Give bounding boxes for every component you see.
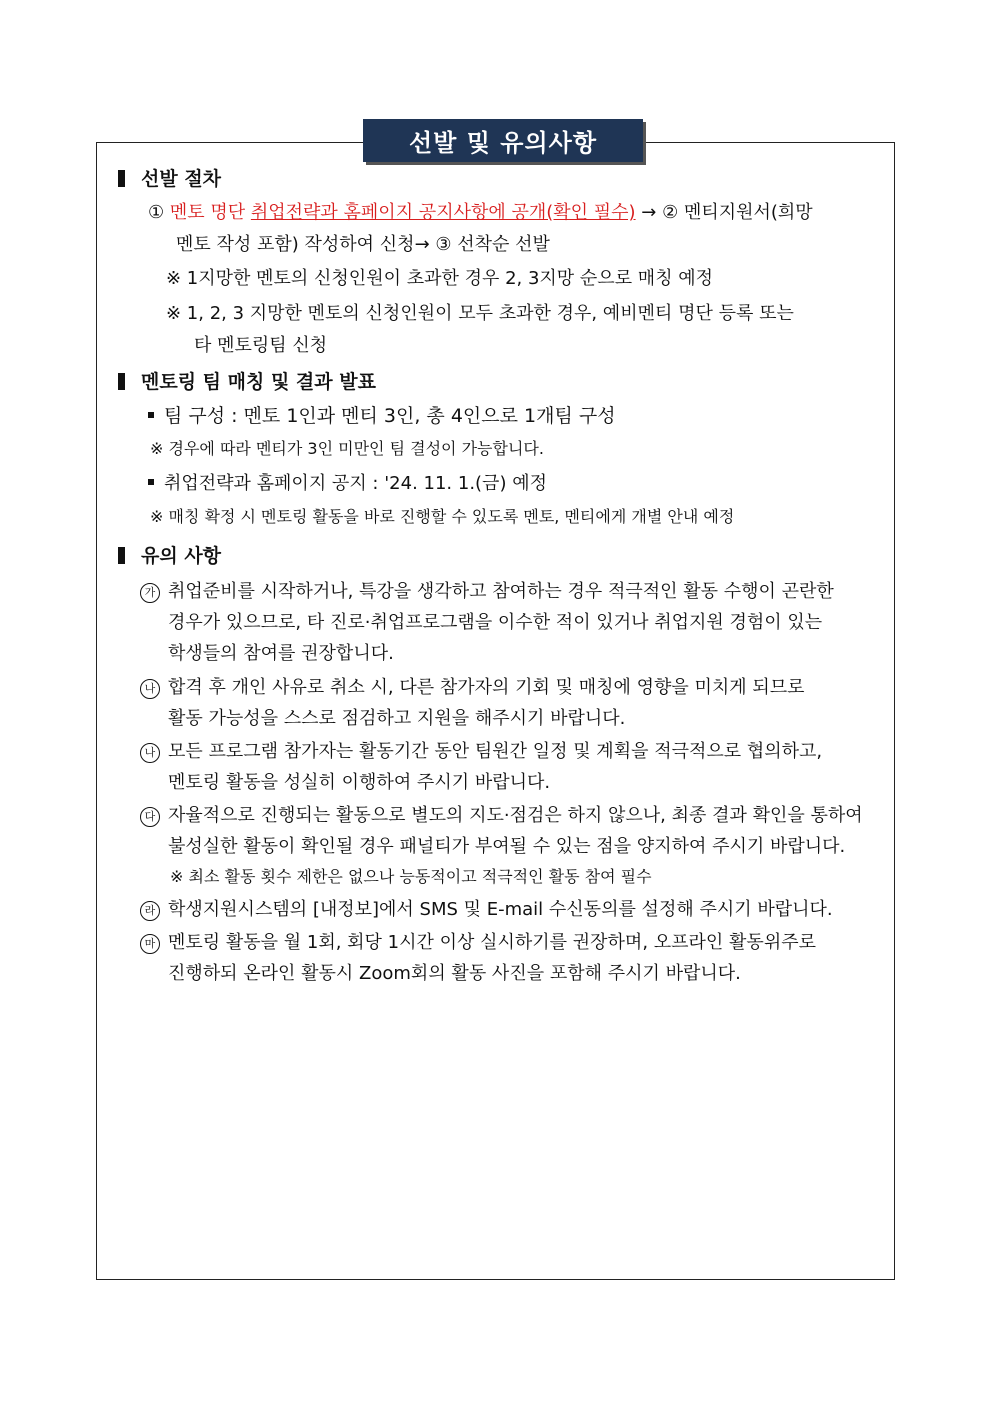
list-item-text: 불성실한 활동이 확인될 경우 패널티가 부여될 수 있는 점을 양지하여 주시기 바랍니다.: [168, 836, 846, 857]
list-item-text: 멘토링 활동을 월 1회, 회당 1시간 이상 실시하기를 권장하며, 오프라인 활동위주로: [168, 932, 816, 953]
circled-mark: 가: [140, 583, 160, 603]
team-composition: [148, 403, 616, 429]
list-item: [168, 706, 625, 732]
list-item-text: 학생들의 참여를 권장합니다.: [168, 643, 394, 664]
list-item: [170, 864, 652, 890]
circled-mark: 나: [140, 743, 160, 763]
bullet-text: 취업전략과 홈페이지 공지 : '24. 11. 1.(금) 예정: [164, 473, 547, 494]
list-item: [140, 675, 805, 701]
list-item: [140, 930, 816, 956]
list-item-text: 학생지원시스템의 [내정보]에서 SMS 및 E-mail 수신동의를 설정해 주시기 바랍니다.: [168, 899, 833, 920]
list-item-text: 합격 후 개인 사유로 취소 시, 다른 참가자의 기회 및 매칭에 영향을 미치게 되므로: [168, 677, 805, 698]
section-heading-matching: [118, 369, 376, 395]
page-title: 선발 및 유의사항: [363, 119, 643, 162]
note-line: ※ 1, 2, 3 지망한 멘토의 신청인원이 모두 초과한 경우, 예비멘티 명단 등록 또는: [166, 303, 794, 324]
list-item: [168, 610, 822, 636]
list-item: [140, 739, 822, 765]
list-item: [168, 961, 741, 987]
list-item: [140, 579, 834, 605]
procedure-line-cont: 멘토 작성 포함) 작성하여 신청→ ③ 선착순 선발: [176, 234, 550, 255]
list-item-text: 진행하되 온라인 활동시 Zoom회의 활동 사진을 포함해 주시기 바랍니다.: [168, 963, 741, 984]
list-item-text: 활동 가능성을 스스로 점검하고 지원을 해주시기 바랍니다.: [168, 708, 626, 729]
list-item: [140, 803, 863, 829]
step-number: ①: [148, 202, 165, 223]
section-title: 선발 절차: [141, 168, 222, 190]
section-heading-selection: [118, 166, 221, 192]
list-item-text: 취업준비를 시작하거나, 특강을 생각하고 참여하는 경우 적극적인 활동 수행이 곤란한: [168, 581, 834, 602]
list-item: [140, 897, 833, 923]
list-item-text: ※ 최소 활동 횟수 제한은 없으나 능동적이고 적극적인 활동 참여 필수: [170, 867, 652, 886]
section-title: 유의 사항: [141, 545, 222, 567]
list-item-text: 경우가 있으므로, 타 진로·취업프로그램을 이수한 적이 있거나 취업지원 경험이 있는: [168, 612, 823, 633]
circled-mark: 라: [140, 901, 160, 921]
square-bullet-icon: [118, 373, 125, 390]
procedure-rest: → ② 멘티지원서(희망: [635, 202, 813, 223]
announcement: [148, 471, 547, 497]
square-bullet-icon: [118, 170, 125, 187]
list-item-text: 모든 프로그램 참가자는 활동기간 동안 팀원간 일정 및 계획을 적극적으로 협의하고,: [168, 741, 823, 762]
list-item: [168, 770, 550, 796]
procedure-red-underlined: 취업전략과 홈페이지 공지사항에 공개(확인 필수): [250, 202, 636, 223]
note-line: ※ 경우에 따라 멘티가 3인 미만인 팀 결성이 가능합니다.: [150, 439, 544, 458]
bullet-text: 팀 구성 : 멘토 1인과 멘티 3인, 총 4인으로 1개팀 구성: [164, 405, 616, 427]
circled-mark: 마: [140, 934, 160, 954]
note-line: ※ 1지망한 멘토의 신청인원이 초과한 경우 2, 3지망 순으로 매칭 예정: [166, 268, 714, 289]
circled-mark: 다: [140, 807, 160, 827]
note-line: ※ 매칭 확정 시 멘토링 활동을 바로 진행할 수 있도록 멘토, 멘티에게 개별 안내 예정: [150, 507, 735, 526]
section-title: 멘토링 팀 매칭 및 결과 발표: [141, 371, 376, 393]
note-line-cont: 타 멘토링팀 신청: [194, 335, 328, 356]
circled-mark: 나: [140, 679, 160, 699]
square-bullet-icon: [118, 547, 125, 564]
list-item: [168, 834, 845, 860]
list-item-text: 자율적으로 진행되는 활동으로 별도의 지도·점검은 하지 않으나, 최종 결과 확인을 통하여: [168, 805, 863, 826]
section-heading-notes: [118, 543, 221, 569]
small-square-bullet-icon: [148, 412, 154, 418]
list-item-text: 멘토링 활동을 성실히 이행하여 주시기 바랍니다.: [168, 772, 551, 793]
list-item: [168, 641, 394, 667]
small-square-bullet-icon: [148, 479, 154, 485]
procedure-red-text: 멘토 명단: [169, 202, 251, 223]
procedure-line: [148, 200, 813, 226]
